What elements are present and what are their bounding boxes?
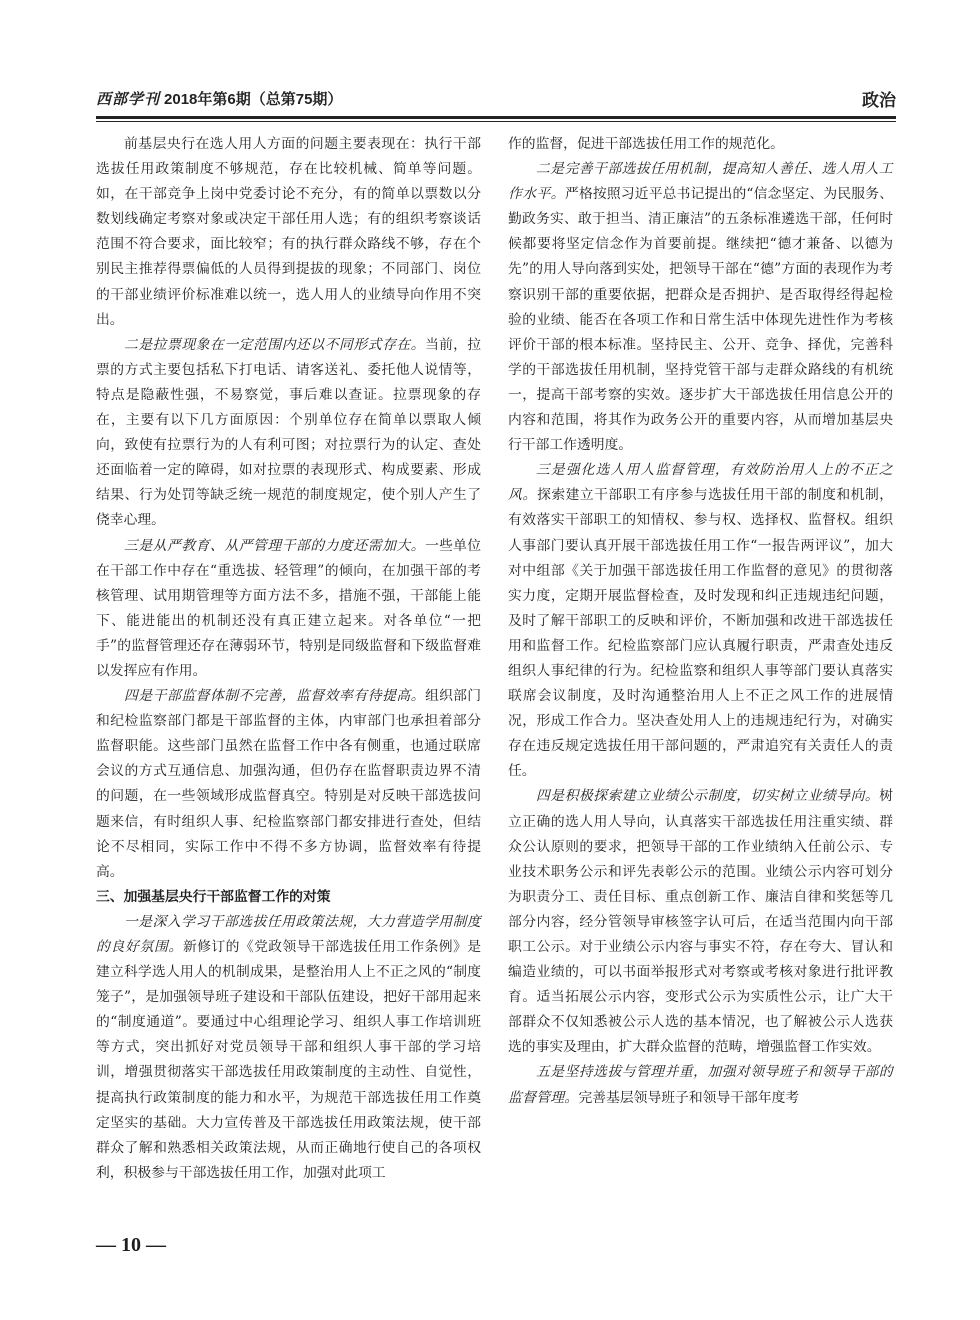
left-column <box>96 132 481 1186</box>
header-rule-thin <box>96 121 896 122</box>
body-paragraph <box>508 784 893 1060</box>
paragraph-lead: 二是完善干部选拔任用机制，提高知人善任、选人用人工作水平。 <box>508 161 893 203</box>
section-heading: 三、加强基层央行干部监督工作的对策 <box>96 888 331 905</box>
paragraph-text: 前基层央行在选人用人方面的问题主要表现在：执行干部选拔任用政策制度不够规范，存在比较机械、简单等问题。如，在干部竞争上岗中党委讨论不充分，有的简单以票数以分数划线确定考察对象或决定干部任用人选；有的组织考察谈话范围不符合要求，面比较窄；有的执行群众路线不够，存在个别民主推荐得票偏低的人员得到提拔的现象；不同部门、岗位的干部业绩评价标准难以统一，选人用人的业绩导向作用不突出。 <box>96 136 481 328</box>
paragraph-text: 组织部门和纪检监察部门都是干部监督的主体，内审部门也承担着部分监督职能。这些部门虽然在监督工作中各有侧重，也通过联席会议的方式互通信息、加强沟通，但仍存在监督职责边界不清的问题，在一些领域形成监督真空。特别是对反映干部选拔问题来信，有时组织人事、纪检监察部门都安排进行查处，但结论不尽相同，实际工作中不得不多方协调，监督效率有待提高。 <box>96 688 481 880</box>
paragraph-text: 探索建立干部职工有序参与选拔任用干部的制度和机制，有效落实干部职工的知情权、参与权、选择权、监督权。组织人事部门要认真开展干部选拔任用工作“一报告两评议”，加大对中组部《关于加强干部选拔任用工作监督的意见》的贯彻落实力度，定期开展监督检查，及时发现和纠正违规违纪问题，及时了解干部职工的反映和评价，不断加强和改进干部选拔任用和监督工作。纪检监察部门应认真履行职责，严肃查处违反组织人事纪律的行为。纪检监察和组织人事等部门要认真落实联席会议制度，及时沟通整治用人上不正之风工作的进展情况，形成工作合力。坚决查处用人上的违规违纪行为，对确实存在违反规定选拔任用干部问题的，严肃追究有关责任人的责任。 <box>508 487 893 780</box>
journal-logo: 西部学刊 <box>96 90 161 108</box>
paragraph-lead: 三是强化选人用人监督管理，有效防治用人上的不正之风。 <box>508 462 893 504</box>
paragraph-lead: 四是积极探索建立业绩公示制度，切实树立业绩导向。 <box>536 788 880 805</box>
body-paragraph <box>96 534 481 685</box>
body-paragraph <box>508 458 893 784</box>
issue-info: 2018年第6期（总第75期） <box>164 91 343 108</box>
paragraph-text: 树立正确的选人用人导向，认真落实干部选拔任用注重实绩、群众公认原则的要求，把领导干部的工作业绩纳入任前公示、专业技术职务公示和评先表彰公示的范围。业绩公示内容可划分为职责分工、责任目标、重点创新工作、廉洁自律和奖惩等几部分内容，经分管领导审核签字认可后，在适当范围内向干部职工公示。对于业绩公示内容与事实不符，存在夸大、冒认和编造业绩的，可以书面举报形式对考察或考核对象进行批评教育。适当拓展公示内容，变形式公示为实质性公示，让广大干部群众不仅知悉被公示人选的基本情况，也了解被公示人选获选的事实及理由，扩大群众监督的范畴，增强监督工作实效。 <box>508 788 893 1056</box>
header-rule <box>96 116 896 119</box>
body-paragraph <box>96 132 481 333</box>
section-label: 政治 <box>862 91 896 110</box>
paragraph-lead: 五是坚持选拔与管理并重，加强对领导班子和领导干部的监督管理。 <box>508 1064 893 1106</box>
page-number: — 10 — <box>96 1234 166 1256</box>
paragraph-text: 作的监督，促进干部选拔任用工作的规范化。 <box>508 136 784 152</box>
paragraph-lead: 四是干部监督体制不完善，监督效率有待提高。 <box>124 688 426 705</box>
paragraph-lead: 三是从严教育、从严管理干部的力度还需加大。 <box>124 537 426 554</box>
paragraph-text: 完善基层领导班子和领导干部年度考 <box>578 1089 800 1106</box>
paragraph-lead: 二是拉票现象在一定范围内还以不同形式存在。 <box>124 336 426 353</box>
journal-masthead <box>96 88 342 109</box>
paragraph-text: 严格按照习近平总书记提出的“信念坚定、为民服务、勤政务实、敢于担当、清正廉洁”的五条标准遴选干部，任何时候都要将坚定信念作为首要前提。继续把“德才兼备、以德为先”的用人导向落到实处，把领导干部在“德”方面的表现作为考察识别干部的重要依据，把群众是否拥护、是否取得经得起检验的业绩、能否在各项工作和日常生活中体现先进性作为考核评价干部的根本标准。坚持民主、公开、竞争、择优，完善科学的干部选拔任用机制，坚持党管干部与走群众路线的有机统一，提高干部考察的实效。逐步扩大干部选拔任用信息公开的内容和范围，将其作为政务公开的重要内容，从而增加基层央行干部工作透明度。 <box>508 186 893 454</box>
paragraph-text: 新修订的《党政领导干部选拔任用工作条例》是建立科学选人用人的机制成果，是整治用人上不正之风的“制度笼子”，是加强领导班子建设和干部队伍建设，把好干部用起来的“制度通道”。要通过中心组理论学习、组织人事工作培训班等方式，突出抓好对党员领导干部和组织人事干部的学习培训，增强贯彻落实干部选拔任用政策制度的主动性、自觉性，提高执行政策制度的能力和水平，为规范干部选拔任用工作奠定坚实的基础。大力宣传普及干部选拔任用政策法规，使干部群众了解和熟悉相关政策法规，从而正确地行使自己的各项权利，积极参与干部选拔任用工作，加强对此项工 <box>96 939 481 1181</box>
body-paragraph <box>96 910 481 1186</box>
body-paragraph <box>96 333 481 534</box>
body-paragraph <box>508 1060 893 1110</box>
body-paragraph <box>508 132 893 157</box>
body-paragraph <box>508 157 893 458</box>
paragraph-lead: 一是深入学习干部选拔任用政策法规，大力营造学用制度的良好氛围。 <box>96 913 481 955</box>
right-column <box>508 132 893 1111</box>
paragraph-text: 当前，拉票的方式主要包括私下打电话、请客送礼、委托他人说情等，特点是隐蔽性强，不易察觉，事后难以查证。拉票现象的存在，主要有以下几方面原因：个别单位存在简单以票取人倾向，致使有拉票行为的人有利可图；对拉票行为的认定、查处还面临着一定的障碍，如对拉票的表现形式、构成要素、形成结果、行为处罚等缺乏统一规范的制度规定，使个别人产生了侥幸心理。 <box>96 336 481 529</box>
paragraph-text: 一些单位在干部工作中存在“重选拔、轻管理”的倾向，在加强干部的考核管理、试用期管理等方面方法不多，措施不强，干部能上能下、能进能出的机制还没有真正建立起来。对各单位“一把手”的监督管理还存在薄弱环节，特别是同级监督和下级监督难以发挥应有作用。 <box>96 537 481 679</box>
page-header <box>96 86 896 118</box>
body-paragraph <box>96 684 481 885</box>
